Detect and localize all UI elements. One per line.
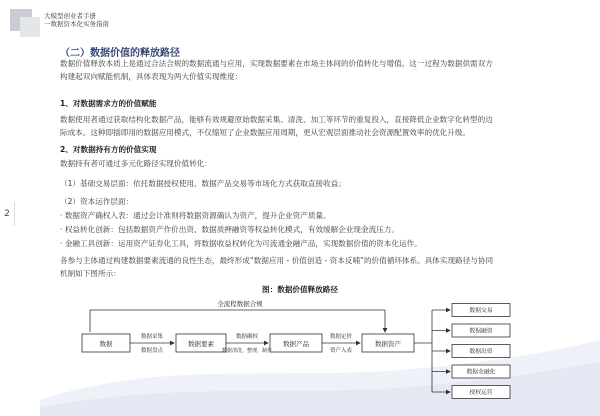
header-subtitle: 一数据资本化实务指南: [44, 20, 109, 28]
flow-node-data: [82, 334, 130, 352]
header-title: 大模型创业者手册: [44, 12, 96, 20]
closing-line-1: 各参与主体通过构建数据要素流通的良性生态，最终形成“数据应用 - 价值创造 - 资本反哺”的价值循环体系。具体实现路径与协同: [60, 256, 494, 265]
demand-line-1: 数据使用者通过获取结构化数据产品，能够有效规避原始数据采集、清洗、加工等环节的重复投入，直接降低企业数字化转型的边: [60, 115, 493, 124]
subheading-demand: 1、对数据需求方的价值赋能: [60, 99, 157, 108]
output-label: 数据融资: [469, 328, 493, 335]
flow-node-data-asset: [362, 334, 414, 352]
output-label: 授权运营: [469, 390, 493, 397]
output-label: 数据出资: [469, 349, 493, 356]
value-release-diagram: [80, 296, 520, 412]
arrow-label-bottom: 数据清洗，整理，制作: [221, 348, 273, 354]
arrow-label-top: 数据定价: [329, 334, 353, 340]
bullet-item: · 权益转化创新：包括数据资产作价出资、数据质押融资等权益转化模式，有效缓解企业现金流压力。: [60, 225, 399, 234]
output-box: [432, 304, 510, 317]
intro-paragraph: [60, 58, 590, 83]
figure-title: 图：数据价值释放路径: [262, 285, 338, 294]
arrow-label-top: 数据采集: [140, 334, 164, 340]
svg-text:数据资产: 数据资产: [375, 340, 401, 348]
output-box: [432, 324, 510, 337]
arrow-label-bottom: 数据盘点: [140, 348, 164, 354]
svg-text:数据要素: 数据要素: [188, 340, 214, 348]
output-label: 数据金融化: [466, 369, 496, 376]
running-header: [44, 12, 109, 28]
bullet-item: · 金融工具创新：运用资产证券化工具，将数据收益权转化为可流通金融产品，实现数据价值的资本化运作。: [60, 239, 422, 248]
intro-line-1: 数据价值释放本质上是通过合法合规的数据流通与应用，实现数据要素在市场主体间的价值转化与增值。这一过程为数据供需双方: [60, 59, 493, 68]
demand-line-2: 际成本。这种即插即用的数据应用模式，不仅缩短了企业数据应用周期，更从宏观层面推动社会资源配置效率的优化升级。: [60, 127, 471, 137]
arrow-label-top: 数据确权: [235, 334, 259, 340]
intro-line-2: 构建起双向赋能机制，具体表现为两大价值实现维度：: [60, 71, 243, 81]
holder-item-1: （1）基础交易层面：依托数据授权使用、数据产品交易等市场化方式获取直接收益；: [60, 179, 346, 188]
svg-text:数据产品: 数据产品: [283, 340, 309, 348]
output-box: [432, 386, 510, 399]
svg-text:数据: 数据: [99, 340, 113, 348]
flow-node-data-element: [176, 334, 226, 352]
output-label: 数据交易: [469, 308, 493, 315]
compliance-label: 全流程数据合规: [217, 300, 263, 308]
page-number: 2: [0, 202, 15, 226]
section-title: （二）数据价值的释放路径: [60, 48, 180, 59]
closing-paragraph: [60, 255, 590, 280]
arrow-label-bottom: 资产入表: [329, 348, 353, 354]
closing-line-2: 机制如下图所示：: [60, 268, 121, 278]
holder-item-2: （2）资本运作层面：: [60, 197, 134, 206]
output-box: [432, 365, 510, 378]
bullet-item: · 数据资产确权入表：通过会计准则将数据资源确认为资产，提升企业资产质量。: [60, 211, 331, 220]
subheading-holder: 2、对数据持有方的价值实现: [60, 145, 157, 154]
flow-node-data-product: [270, 334, 322, 352]
holder-intro: 数据持有者可通过多元化路径实现价值转化：: [60, 159, 212, 168]
output-box: [432, 345, 510, 358]
demand-paragraph: [60, 114, 590, 139]
